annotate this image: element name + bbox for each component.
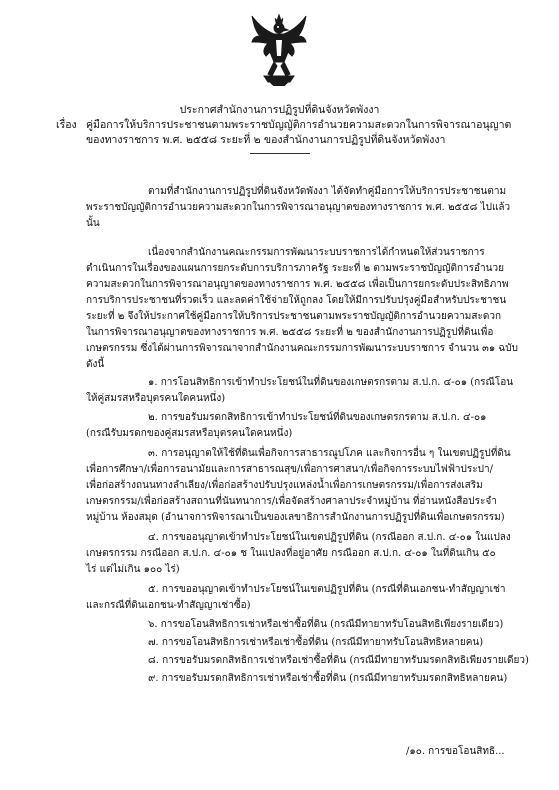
- list-item: เพื่อก่อสร้างถนนทางลำเลียง/เพื่อก่อสร้างปรับปรุงแหล่งน้ำเพื่อการเกษตรกรรม/เพื่อการส่งเสริม: [86, 480, 483, 491]
- list-item: ๕. การขออนุญาตเข้าทำประโยชน์ในเขตปฏิรูปที่ดิน (กรณีที่ดินเอกชน-ทำสัญญาเช่า: [148, 584, 506, 595]
- list-item: ๓. การอนุญาตให้ใช้ที่ดินเพื่อกิจการสาธารณูปโภค และกิจการอื่น ๆ ในเขตปฏิรูปที่ดิน: [148, 448, 511, 459]
- subject-label: เรื่อง: [56, 119, 77, 131]
- list-item: ๔. การขออนุญาตเข้าทำประโยชน์ในเขตปฏิรูปที่ดิน (กรณีออก ส.ป.ก. ๔-๐๑ ในแปลง: [148, 532, 511, 543]
- body-line: ดำเนินการในเรื่องของแผนการยกระดับการบริการภาครัฐ ระยะที่ ๒ ตามพระราชบัญญัติการอำนวย: [86, 263, 504, 274]
- announcement-title: ประกาศสำนักงานการปฏิรูปที่ดินจังหวัดพังงา: [179, 104, 380, 116]
- list-item: ๙. การขอรับมรดกสิทธิการเช่าหรือเช่าซื้อที่ดิน (กรณีมีทายาทรับมรดกสิทธิหลายคน): [148, 673, 508, 684]
- list-item: ๑. การโอนสิทธิการเข้าทำประโยชน์ในที่ดินของเกษตรกรตาม ส.ป.ก. ๔-๐๑ (กรณีโอน: [148, 377, 514, 388]
- body-line: เนื่องจากสำนักงานคณะกรรมการพัฒนาระบบราชการได้กำหนดให้ส่วนราชการ: [148, 247, 485, 258]
- intro-line: พระราชบัญญัติการอำนวยความสะดวกในการพิจารณาอนุญาตของทางราชการ พ.ศ. ๒๕๕๘ ไปแล้ว: [86, 202, 511, 213]
- list-item: และกรณีที่ดินเอกชน-ทำสัญญาเช่าซื้อ): [86, 600, 251, 611]
- header-divider: [250, 153, 310, 154]
- list-item: เกษตรกรรม/เพื่อก่อสร้างสถานที่นันทนาการ/เพื่อจัดสร้างศาลาประจำหมู่บ้าน ที่อ่านหนังสือประจำ: [86, 496, 497, 507]
- body-line: ความสะดวกในการพิจารณาอนุญาตของทางราชการ พ.ศ. ๒๕๕๘ เพื่อเป็นการยกระดับประสิทธิภาพ: [86, 279, 509, 290]
- intro-line: นั้น: [86, 218, 100, 229]
- list-item: เกษตรกรรม กรณีออก ส.ป.ก. ๔-๐๑ ช ในแปลงที่อยู่อาศัย กรณีออก ส.ป.ก. ๔-๐๑ ในที่ดินเกิน ๕๐: [86, 548, 496, 559]
- list-item: ให้คู่สมรสหรือบุตรคนใดคนหนึ่ง): [86, 393, 226, 404]
- list-item: ๘. การขอรับมรดกสิทธิการเช่าหรือเช่าซื้อที่ดิน (กรณีมีทายาทรับมรดกสิทธิเพียงรายเดียว): [148, 655, 529, 666]
- body-line: ในการพิจารณาอนุญาตของทางราชการ พ.ศ. ๒๕๕๘ ระยะที่ ๒ ของสำนักงานการปฏิรูปที่ดินเพื่อ: [86, 327, 494, 338]
- continuation-note: /๑๐. การขอโอนสิทธิ...: [406, 746, 505, 757]
- intro-line: ตามที่สำนักงานการปฏิรูปที่ดินจังหวัดพังงา ได้จัดทำคู่มือการให้บริการประชาชนตาม: [148, 186, 507, 197]
- list-item: (กรณีรับมรดกของคู่สมรสหรือบุตรคนใดคนหนึ่ง): [86, 428, 293, 439]
- body-line: การบริการประชาชนที่รวดเร็ว และลดค่าใช้จ่ายให้ถูกลง โดยให้มีการปรับปรุงคู่มือสำหรับประชาชน: [86, 295, 507, 306]
- list-item: ๒. การขอรับมรดกสิทธิการเข้าทำประโยชน์ที่ดินของเกษตรกรตาม ส.ป.ก. ๔-๐๑: [148, 412, 487, 423]
- body-line: เกษตรกรรม ซึ่งได้ผ่านการพิจารณาจากสำนักงานคณะกรรมการพัฒนาระบบราชการ จำนวน ๓๑ ฉบับ: [86, 343, 518, 354]
- body-line: ระยะที่ ๒ จึงให้ประกาศใช้คู่มือการให้บริการประชาชนตามพระราชบัญญัติการอำนวยความสะดวก: [86, 311, 501, 322]
- list-item: ไร่ แต่ไม่เกิน ๑๐๐ ไร่): [86, 564, 180, 575]
- subject-line-2: ของทางราชการ พ.ศ. ๒๕๕๘ ระยะที่ ๒ ของสำนักงานการปฏิรูปที่ดินจังหวัดพังงา: [86, 134, 446, 146]
- list-item: เพื่อการศึกษา/เพื่อการอนามัยและการสาธารณสุข/เพื่อการศาสนา/เพื่อกิจการระบบไฟฟ้าประปา/: [86, 464, 493, 475]
- body-line: ดังนี้: [86, 359, 105, 370]
- list-item: ๖. การขอโอนสิทธิการเช่าหรือเช่าซื้อที่ดิน (กรณีมีทายาทรับโอนสิทธิเพียงรายเดียว): [148, 619, 504, 630]
- garuda-emblem-icon: [250, 12, 308, 86]
- list-item: ๗. การขอโอนสิทธิการเช่าหรือเช่าซื้อที่ดิน (กรณีมีทายาทรับโอนสิทธิหลายคน): [148, 637, 484, 648]
- list-item: หมู่บ้าน ห้องสมุด (อำนาจการพิจารณาเป็นของเลขาธิการสำนักงานการปฏิรูปที่ดินเพื่อเกษตรกรรม): [86, 512, 505, 523]
- subject-line-1: คู่มือการให้บริการประชาชนตามพระราชบัญญัติการอำนวยความสะดวกในการพิจารณาอนุญาต: [86, 119, 512, 131]
